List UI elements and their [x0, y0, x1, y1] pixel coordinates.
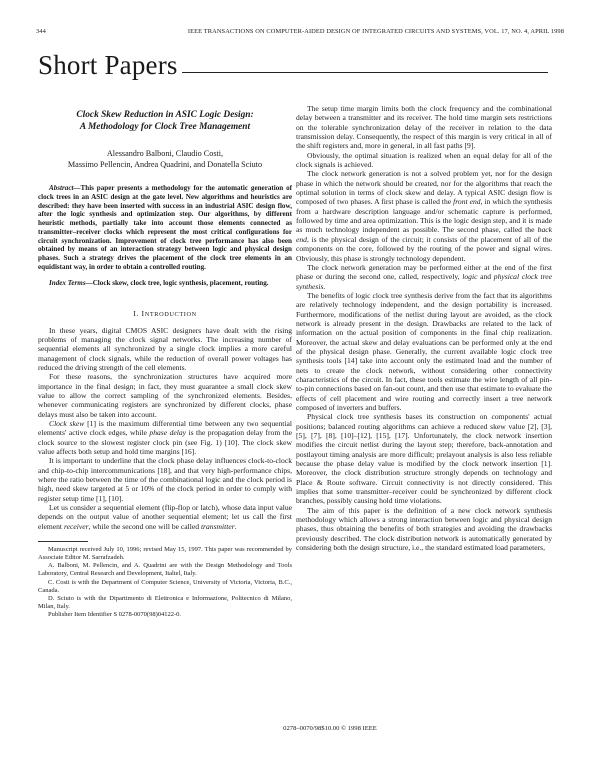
paper-title	[38, 110, 292, 133]
copyright-code: 0278–0070/98$10.00 © 1998 IEEE	[283, 725, 377, 732]
right-paragraph-4: The clock network generation may be performed either at the end of the first phase or during the second one, called, respectively, logic and physical clock tree synthesis.	[296, 262, 552, 291]
abstract-text: This paper presents a methodology for the automatic generation of clock trees in an ASIC design at the gate level. New algorithms and heuristics are described: they have been inserted with success in an industrial ASIC design flow, after the logic synthesis and optimization step. Our algorithms, by different heuristic methods, partially take into account those elements connected as transmitter–receiver clocks which represent the most critical configurations for circuit synchronization. Improvement of clock tree performance has also been obtained by means of an interaction strategy between logic and physical design phases. Such a strategy drives the placement of the clock tree elements in an equidistant way, in order to obtain a controlled routing.	[38, 184, 292, 271]
footnote-manuscript: Manuscript received July 10, 1996; revised May 15, 1997. This paper was recommended by Associate Editor M. Sarrafzadeh.	[38, 546, 292, 562]
paper-title-line1: Clock Skew Reduction in ASIC Logic Design:	[76, 110, 254, 120]
index-terms	[38, 279, 292, 288]
footnote-affiliation-3: D. Sciuto is with the Dipartimento di Elettronica e Informazione, Politecnico di Milano, Milan, Italy.	[38, 594, 292, 610]
footnotes	[38, 546, 292, 619]
index-terms-label: Index Terms—	[49, 278, 93, 287]
authors-line2: Massimo Pellencin, Andrea Quadrini, and Donatella Sciuto	[67, 159, 263, 169]
intro-paragraph-3: Clock skew [1] is the maximum differential time between any two sequential elements' active clock edges, while phase delay is the propagation delay from the clock source to the slowest register clock pin (see Fig. 1) [10]. The clock skew value affects both setup and hold time margins [16].	[38, 419, 292, 457]
right-paragraph-5: The benefits of logic clock tree synthesis derive from the fact that its algorithms are relatively technology independent, and the design portability is increased. Furthermore, modifications of the netlist during layout are avoided, as the clock network is already present in the design. Drawbacks are related to the lack of information on the actual position of components in the final chip realization. Moreover, the actual skew and delay evaluations can be performed only at the end of the physical design phase. Generally, the current available logic clock tree synthesis tools [14] take into account only the estimated load and the number of nets to create the clock network, without considering other connectivity characteristics of the circuit. In fact, these tools estimate the wire length of all pin-to-pin connections based on fan-out count, and then use that estimate to evaluate the effects of cell placement and wire routing and correctly insert a tree network composed of inverters and buffers.	[296, 290, 552, 412]
right-paragraph-1: The setup time margin limits both the clock frequency and the combinational delay between a transmitter and its receiver. The hold time margin sets restrictions on the tolerable synchronization delay of the receiver in relation to the data transmission delay. Consequently, the respect of this margin is very critical in all of the shift registers and, more in general, in all fast paths [9].	[296, 104, 552, 151]
page-number: 344	[36, 28, 46, 35]
intro-paragraph-2: For these reasons, the synchronization structures have acquired more importance in the final design; in fact, they must guarantee a small clock skew value to allow the correct sampling of the synchronized elements. Besides, whenever communicating registers are synchronized by different clocks, phase delays must also be taken into account.	[38, 372, 292, 419]
authors-line1: Alessandro Balboni, Claudio Costi,	[106, 149, 224, 159]
footnote-publisher-id: Publisher Item Identifier S 0278-0070(98)04122-0.	[48, 610, 182, 618]
right-column	[296, 104, 552, 553]
journal-header: IEEE TRANSACTIONS ON COMPUTER-AIDED DESIGN OF INTEGRATED CIRCUITS AND SYSTEMS, VOL. 17, NO. 4, APRIL 1998	[187, 28, 564, 35]
running-header	[36, 28, 564, 40]
paper-title-line2: A Methodology for Clock Tree Management	[79, 121, 251, 132]
right-paragraph-3: The clock network generation is not a solved problem yet, nor for the design phase in which the network should be created, nor for the algorithms that reach the optimal solution in terms of clock skew and delay. A typical ASIC design flow is composed of two phases. A first phase is called the front end, in which the synthesis from a hardware description language and/or schematic capture is performed, followed by time and area optimization. This is the logic design step, and it is made as much technology independent as possible. The second phase, called the back end, is the physical design of the circuit; it consists of the placement of all of the components on the core, followed by the routing of the power and signal wires. Obviously, this phase is strongly technology dependent.	[296, 169, 552, 263]
right-paragraph-7: The aim of this paper is the definition of a new clock network synthesis methodology which allows a strong interaction between logic and physical design phases, thus obtaining the benefits of both strategies and avoiding the drawbacks previously described. The clock distribution network is automatically generated by considering both the design structure, i.e., the standard estimated load parameters,	[296, 505, 552, 553]
right-paragraph-2: Obviously, the optimal situation is realized when an equal delay for all of the clock signals is achieved.	[296, 150, 552, 170]
footnote-affiliation-2: C. Costi is with the Department of Computer Science, University of Victoria, Victoria, B.C., Canada.	[38, 578, 292, 594]
abstract	[38, 184, 292, 272]
index-terms-text: Clock skew, clock tree, logic synthesis, placement, routing.	[92, 278, 269, 287]
copyright-footer	[0, 725, 600, 732]
section-title-rule	[182, 72, 548, 73]
left-column	[38, 104, 292, 619]
intro-paragraph-5: Let us consider a sequential element (flip-flop or latch), whose data input value depends on the output value of another sequential element; let us call the first element receiver, while the second one will be called transmitter.	[38, 503, 292, 531]
section-title: Short Papers	[38, 50, 178, 80]
footnote-rule	[38, 541, 88, 542]
intro-paragraph-4: It is important to underline that the clock phase delay influences clock-to-clock and chip-to-chip intercommunications [18], and that very high-performance chips, where the ratio between the time of the combinational logic and the clock period is high, need skew targeted at 5 or 10% of the clock period in order to comply with register setup time [1], [10].	[38, 456, 292, 503]
abstract-label: Abstract—	[49, 184, 81, 192]
paper-authors	[38, 149, 292, 170]
right-paragraph-6: Physical clock tree synthesis bases its construction on components' actual positions; balanced routing algorithms can achieve a reduced skew value [2], [3], [5], [7], [8], [10]–[12], [15], [17]. Unfortunately, the clock network insertion modifies the circuit netlist during the layout step; therefore, back-annotation and postlayout timing analysis are more difficult; prelayout analysis is also less reliable because the phase delay value is modified by the clock network insertion [1]. Moreover, the clock distribution structure strongly depends on technology and Place & Route software. Circuit connectivity is not directly considered. This implies that some transmitter–receiver could be synchronized by different clock branches, possibly causing hold time violations.	[296, 412, 552, 506]
introduction-heading: I. INTRODUCTION	[133, 309, 197, 319]
footnote-affiliation-1: A. Balboni, M. Pellencin, and A. Quadrini are with the Design Methodology and Tools Laboratory, Central Research and Development, Italtel, Italy.	[38, 562, 292, 578]
intro-paragraph-1: In these years, digital CMOS ASIC designers have dealt with the rising problems of managing the clock signal networks. The increasing number of sequential elements all synchronized by a single clock implies a more careful management of clock signals, while the reduction of overall power voltages has reduced the driving strength of the cell elements.	[38, 325, 292, 372]
